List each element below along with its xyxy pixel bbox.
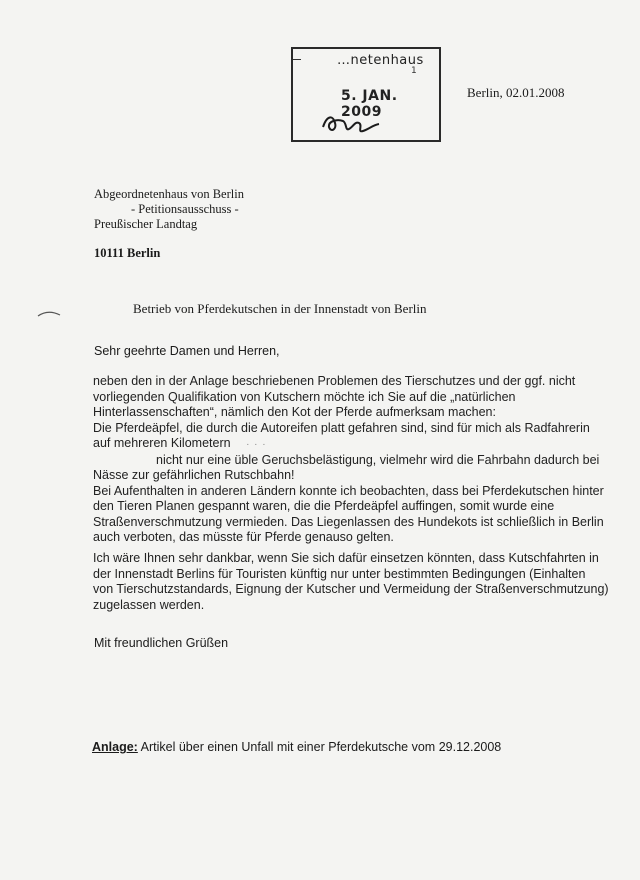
paragraph-1-line: Die Pferdeäpfel, die durch die Autoreifen platt gefahren sind, sind für mich als Radfahrerin <box>93 420 590 435</box>
paragraph-1-line: vorliegenden Qualifikation von Kutschern möchte ich Sie auf die „natürlichen <box>93 389 516 404</box>
stamp-institution: …netenhaus <box>337 53 424 68</box>
attachment-label: Anlage: <box>92 740 138 754</box>
recipient-line-1: Abgeordnetenhaus von Berlin <box>94 187 244 201</box>
recipient-line-3: Preußischer Landtag <box>94 217 198 231</box>
paragraph-1-line: Hinterlassenschaften“, nämlich den Kot der Pferde aufmerksam machen: <box>93 405 496 419</box>
paragraph-1-line: auch verboten, das müsste für Pferde genauso gelten. <box>93 530 394 544</box>
fold-mark-icon <box>36 309 62 319</box>
recipient-zip-city: 10111 Berlin <box>94 246 161 260</box>
paragraph-1-line <box>93 436 573 453</box>
faint-text: · · · <box>246 439 267 450</box>
stamp-date: 5. JAN. 2009 <box>341 88 398 120</box>
stamp-signature-icon <box>313 109 393 137</box>
recipient-line-2: - Petitionsausschuss - <box>131 202 239 216</box>
attachment-text: Artikel über einen Unfall mit einer Pferdekutsche vom 29.12.2008 <box>140 740 502 754</box>
letter-subject: Betrieb von Pferdekutschen in der Innenstadt von Berlin <box>133 301 427 316</box>
paragraph-1-line: nicht nur eine üble Geruchsbelästigung, vielmehr wird die Fahrbahn dadurch bei <box>156 452 600 467</box>
paragraph-1-line: Bei Aufenthalten in anderen Ländern konnte ich beobachten, dass bei Pferdekutschen hinter <box>93 483 604 498</box>
paragraph-2-line: von Tierschutzstandards, Eignung der Kutscher und Vermeidung der Straßenverschmutzung) <box>93 582 609 596</box>
paragraph-2-line: zugelassen werden. <box>93 597 205 612</box>
paragraph-2 <box>93 551 609 613</box>
stamp-number: 1 <box>411 66 417 76</box>
paragraph-1 <box>93 374 604 546</box>
paragraph-1-line: Nässe zur gefährlichen Rutschbahn! <box>93 468 295 482</box>
letter-date: Berlin, 02.01.2008 <box>467 85 565 100</box>
receipt-stamp <box>291 47 441 142</box>
paragraph-2-line: der Innenstadt Berlins für Touristen künftig nur unter bestimmten Bedingungen (Einhalten <box>93 566 586 581</box>
salutation: Sehr geehrte Damen und Herren, <box>94 344 280 358</box>
closing: Mit freundlichen Grüßen <box>94 636 229 650</box>
attachment-line <box>92 740 501 754</box>
paragraph-2-line: Ich wäre Ihnen sehr dankbar, wenn Sie sich dafür einsetzen könnten, dass Kutschfahrten in <box>93 551 599 565</box>
paragraph-1-text: auf mehreren Kilometern <box>93 436 231 450</box>
paragraph-1-line: den Tieren Planen gespannt waren, die die Pferdeäpfel auffingen, somit wurde eine <box>93 499 555 513</box>
paragraph-1-line: neben den in der Anlage beschriebenen Problemen des Tierschutzes und der ggf. nicht <box>93 374 576 388</box>
stamp-tick-mark <box>293 59 301 60</box>
paragraph-1-line: Straßenverschmutzung vermieden. Das Liegenlassen des Hundekots ist schließlich in Berlin <box>93 514 604 529</box>
